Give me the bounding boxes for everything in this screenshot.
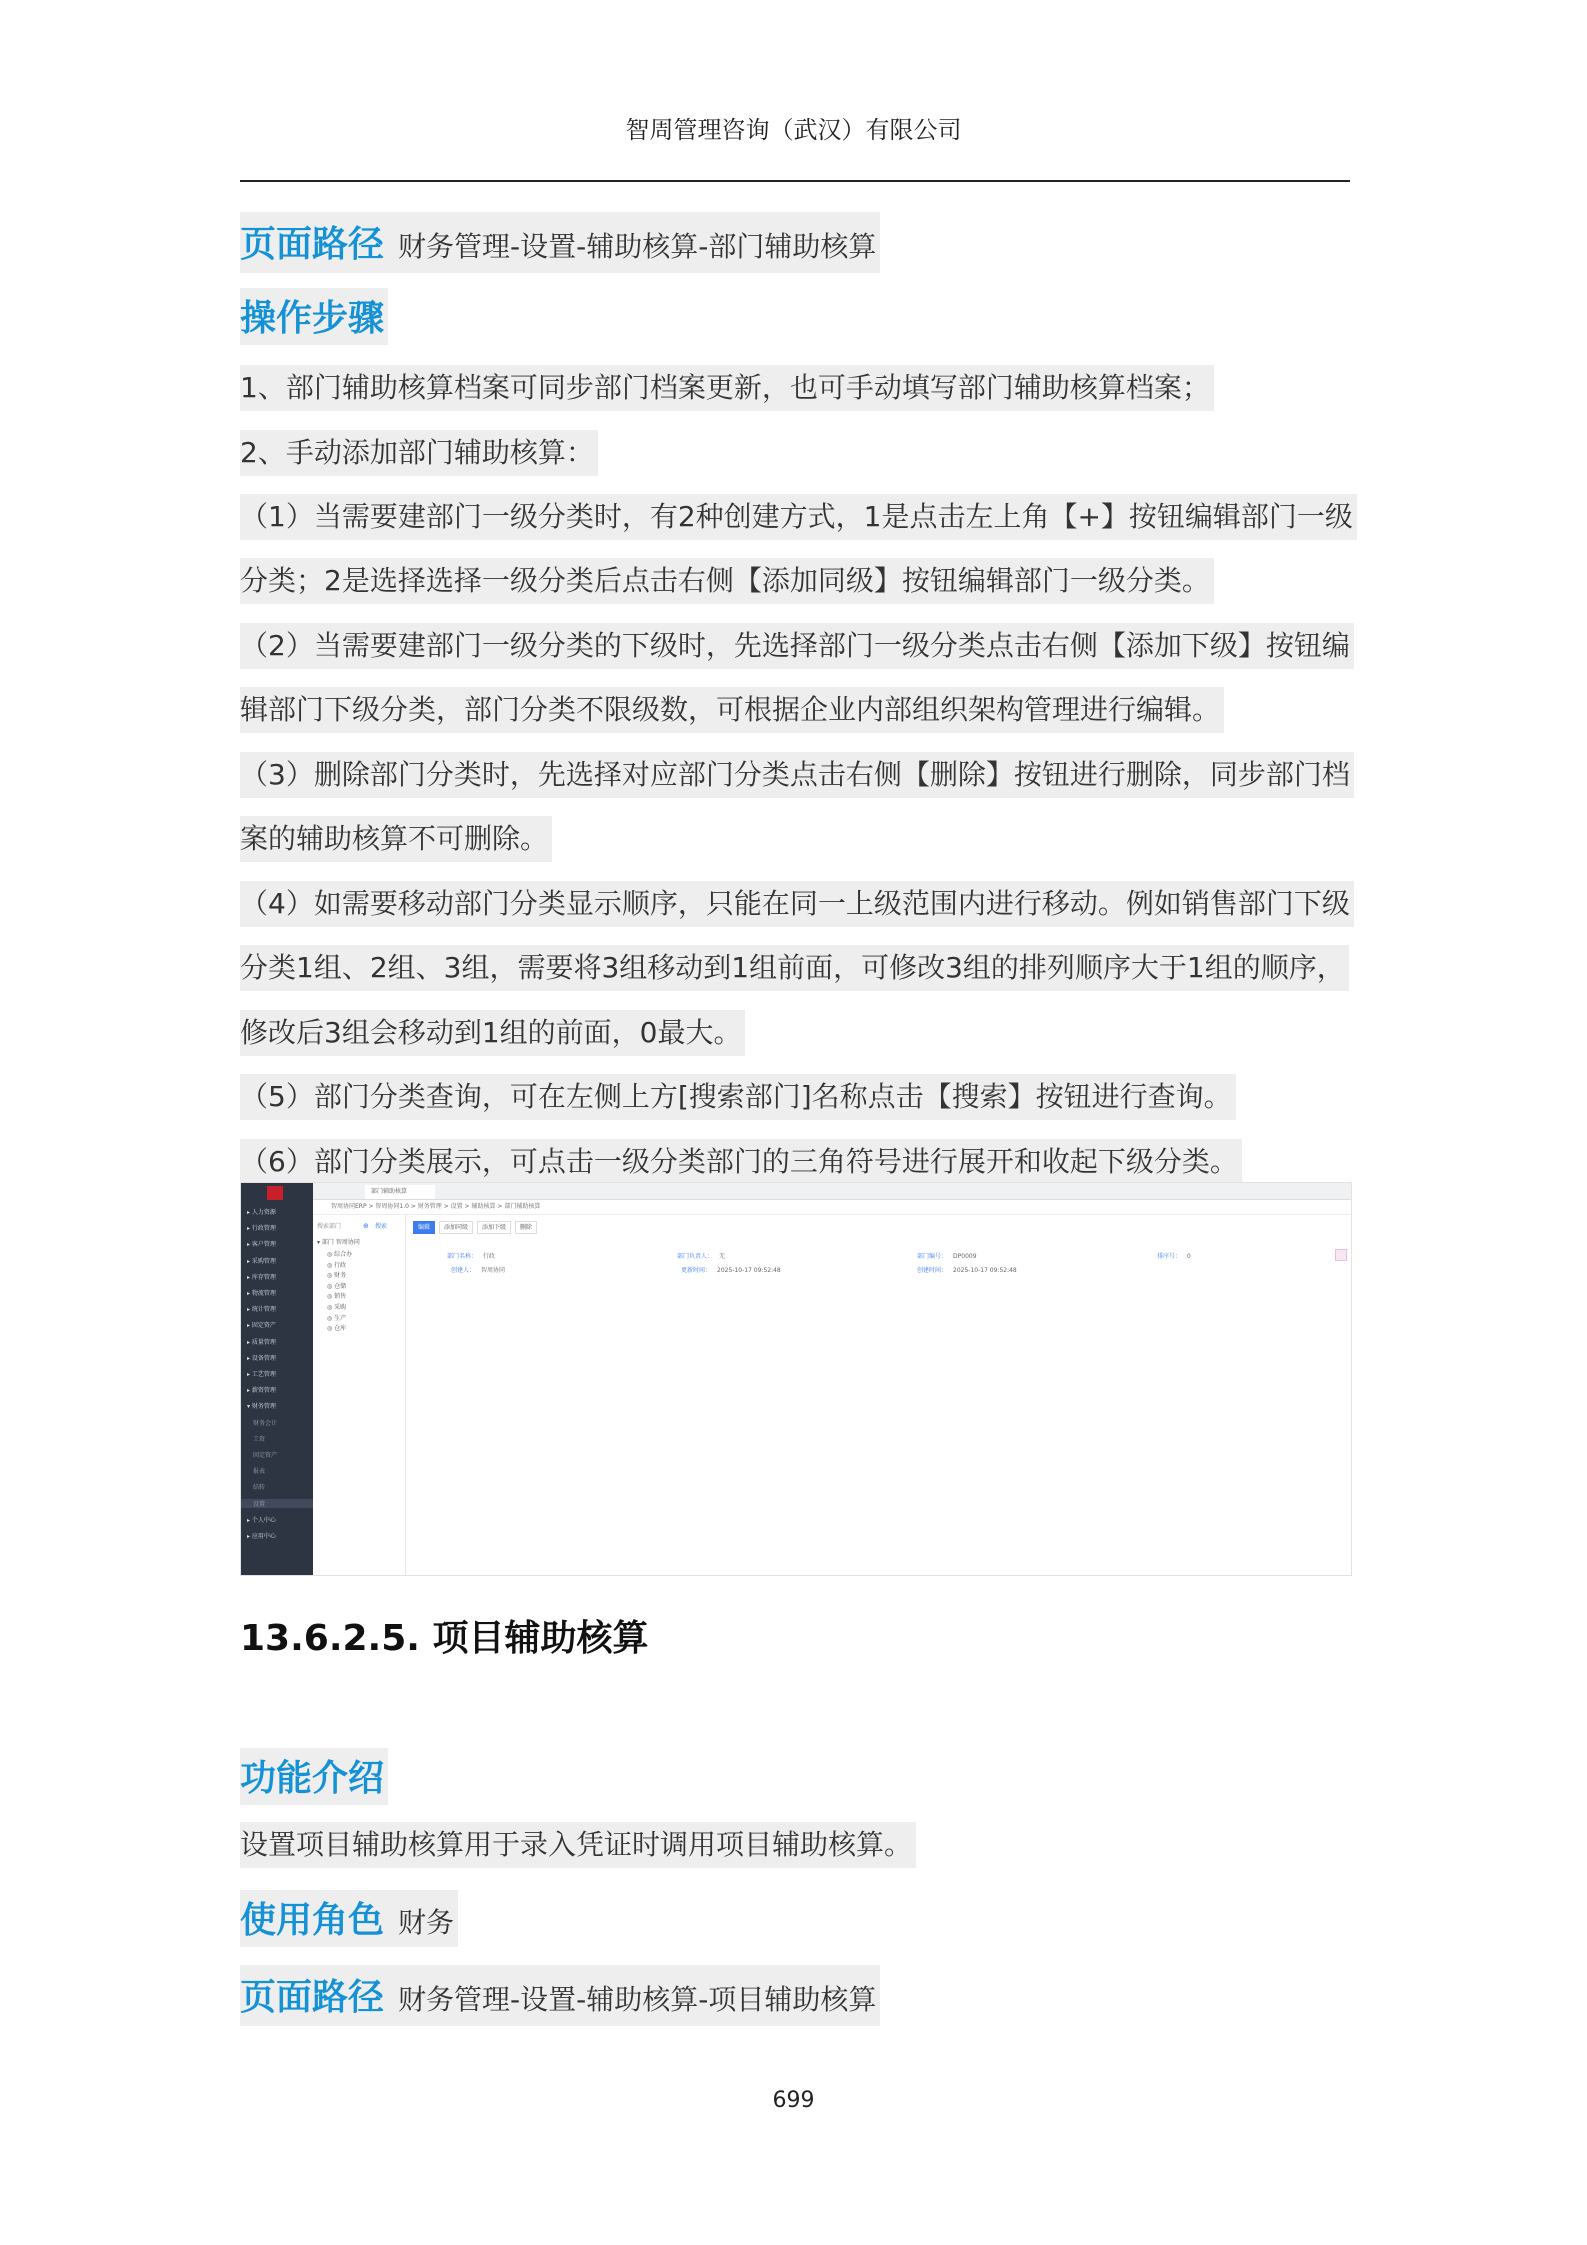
sidebar-item: 结转 xyxy=(253,1484,266,1492)
breadcrumb-text: 智周协同ERP > 智周协同1.0 > 财务管理 > 设置 > 辅助核算 > 部门辅助核算 xyxy=(331,1203,541,1210)
page-path-row xyxy=(240,212,880,273)
sidebar-item: ▸ 物流管理 xyxy=(247,1290,276,1297)
section-title: 13.6.2.5. 项目辅助核算 xyxy=(240,1618,649,1659)
field-created-time: 创建时间： 2025-10-17 09:52:48 xyxy=(917,1267,1017,1274)
sidebar-item: 财务会计 xyxy=(253,1419,278,1427)
sidebar-item: ▸ 薪资管理 xyxy=(247,1387,276,1395)
sidebar-item: ▸ 设备管理 xyxy=(247,1354,276,1362)
screenshot-main-panel xyxy=(407,1215,1351,1575)
step-line: 修改后3组会移动到1组的前面，0最大。 xyxy=(240,1010,745,1056)
step-line: 案的辅助核算不可删除。 xyxy=(240,816,552,862)
intro-heading xyxy=(240,1748,388,1805)
tree-item: ◎ 采购 xyxy=(327,1304,347,1311)
tree-item: ◎ 销售 xyxy=(327,1293,347,1301)
screenshot-tab: 部门辅助核算 xyxy=(365,1185,435,1199)
add-child-button: 添加下级 xyxy=(477,1221,511,1234)
sidebar-item: ▸ 统计管理 xyxy=(247,1306,276,1314)
page-path-row-2 xyxy=(240,1965,880,2026)
role-row xyxy=(240,1890,458,1947)
field-dept-head: 部门负责人： 无 xyxy=(677,1253,726,1260)
step-line: （2）当需要建部门一级分类的下级时，先选择部门一级分类点击右侧【添加下级】按钮编 xyxy=(240,623,1354,669)
intro-label: 功能介绍 xyxy=(240,1758,385,1799)
sidebar-item: ▸ 库存管理 xyxy=(247,1273,276,1281)
role-label: 使用角色 xyxy=(240,1900,385,1941)
sidebar-item: ▸ 人力资源 xyxy=(247,1209,276,1216)
sidebar-item: ▸ 工艺管理 xyxy=(247,1371,276,1378)
page-path-text-2: 财务管理-设置-辅助核算-项目辅助核算 xyxy=(398,1983,877,2016)
delete-button: 删除 xyxy=(515,1221,537,1234)
page-path-text: 财务管理-设置-辅助核算-部门辅助核算 xyxy=(398,230,877,263)
add-sibling-button: 添加同级 xyxy=(439,1221,473,1234)
page-path-label-2: 页面路径 xyxy=(240,1977,385,2018)
screenshot-dept-tree xyxy=(313,1215,406,1575)
screenshot-browser-tabbar xyxy=(313,1183,1351,1200)
floating-widget-icon xyxy=(1335,1249,1347,1261)
sidebar-item: 设置 xyxy=(241,1499,313,1508)
steps-heading-label: 操作步骤 xyxy=(240,298,385,339)
add-icon: ⊕ xyxy=(363,1222,369,1230)
screenshot-sidebar xyxy=(241,1183,313,1575)
sidebar-item: ▸ 质量管理 xyxy=(247,1338,276,1346)
page-header-company: 智周管理咨询（武汉）有限公司 xyxy=(625,116,962,144)
step-line: 辑部门下级分类，部门分类不限级数，可根据企业内部组织架构管理进行编辑。 xyxy=(240,687,1224,733)
page-number: 699 xyxy=(772,2088,815,2113)
tree-root: ▾ 部门 智周协同 xyxy=(317,1239,360,1246)
edit-button: 编辑 xyxy=(413,1221,435,1234)
role-text: 财务 xyxy=(398,1906,455,1939)
tree-search-input: 搜索部门 xyxy=(317,1223,342,1230)
sidebar-item: ▸ 固定资产 xyxy=(247,1322,276,1330)
tree-search-button: 搜索 xyxy=(375,1223,388,1230)
tree-item: ◎ 仓储 xyxy=(327,1282,347,1290)
step-line: 1、部门辅助核算档案可同步部门档案更新，也可手动填写部门辅助核算档案； xyxy=(240,365,1214,411)
tree-item: ◎ 仓库 xyxy=(327,1325,347,1333)
sidebar-item: ▸ 客户管理 xyxy=(247,1241,276,1249)
sidebar-item: ▸ 应用中心 xyxy=(247,1533,276,1540)
steps-heading xyxy=(240,288,388,345)
step-line: （6）部门分类展示，可点击一级分类部门的三角符号进行展开和收起下级分类。 xyxy=(240,1139,1242,1185)
sidebar-item: ▾ 财务管理 xyxy=(247,1403,276,1411)
field-creator: 创建人： 智周协同 xyxy=(451,1267,506,1274)
sidebar-item: 工资 xyxy=(253,1435,266,1443)
sidebar-item: ▸ 行政管理 xyxy=(247,1225,276,1233)
field-dept-name: 部门名称： 行政 xyxy=(447,1253,496,1260)
page-path-label: 页面路径 xyxy=(240,224,385,265)
step-line: （5）部门分类查询，可在左侧上方[搜索部门]名称点击【搜索】按钮进行查询。 xyxy=(240,1074,1236,1120)
step-line: （4）如需要移动部门分类显示顺序，只能在同一上级范围内进行移动。例如销售部门下级 xyxy=(240,881,1354,927)
step-line: 分类1组、2组、3组，需要将3组移动到1组前面，可修改3组的排列顺序大于1组的顺序， xyxy=(240,945,1349,991)
step-line: （1）当需要建部门一级分类时，有2种创建方式，1是点击左上角【+】按钮编辑部门一级 xyxy=(240,494,1357,540)
step-line: （3）删除部门分类时，先选择对应部门分类点击右侧【删除】按钮进行删除，同步部门档 xyxy=(240,752,1354,798)
sidebar-item: 报表 xyxy=(253,1468,266,1476)
sidebar-item: ▸ 采购管理 xyxy=(247,1257,276,1265)
sidebar-item: 固定资产 xyxy=(253,1452,278,1459)
field-dept-code: 部门编号： DP0009 xyxy=(917,1253,977,1260)
field-updated-time: 更新时间： 2025-10-17 09:52:48 xyxy=(681,1267,781,1274)
tree-item: ◎ 生产 xyxy=(327,1314,347,1322)
tree-item: ◎ 财务 xyxy=(327,1272,347,1280)
tree-item: ◎ 综合办 xyxy=(327,1251,353,1258)
sidebar-item: ▸ 个人中心 xyxy=(247,1516,276,1524)
header-divider xyxy=(240,180,1350,182)
intro-text: 设置项目辅助核算用于录入凭证时调用项目辅助核算。 xyxy=(240,1822,916,1868)
app-logo xyxy=(267,1186,283,1200)
embedded-screenshot xyxy=(240,1182,1352,1576)
step-line: 分类；2是选择选择一级分类后点击右侧【添加同级】按钮编辑部门一级分类。 xyxy=(240,558,1214,604)
tree-item: ◎ 行政 xyxy=(327,1261,347,1269)
field-sort-no: 排序号： 0 xyxy=(1157,1253,1191,1260)
step-line: 2、手动添加部门辅助核算： xyxy=(240,430,598,476)
screenshot-breadcrumb xyxy=(313,1200,1351,1215)
